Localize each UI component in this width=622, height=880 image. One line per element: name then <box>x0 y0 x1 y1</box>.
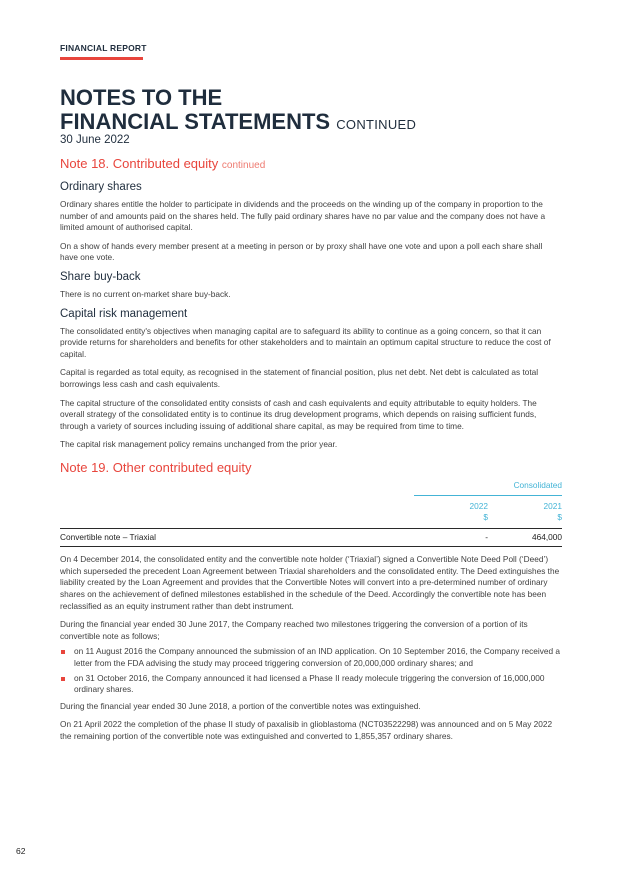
ordinary-shares-heading: Ordinary shares <box>60 181 142 193</box>
main-content <box>60 152 562 743</box>
note19-heading: Note 19. Other contributed equity <box>60 459 252 475</box>
list-item <box>60 673 562 696</box>
capital-risk-para-3: The capital structure of the consolidated entity consists of cash and cash equivalents and equity attributable to equity holders. The overall strategy of the consolidated entity is to continue its drug development programs, which depends on raising sufficient funds, through a variety of sources including issuing of additional share capital, as may be required from time to time. <box>60 397 537 431</box>
note19-para-2: During the financial year ended 30 June 2017, the Company reached two milestones triggering the conversion of a portion of its convertible note as follows; <box>60 619 528 641</box>
page-number: 62 <box>16 846 26 856</box>
list-item-text: on 11 August 2016 the Company announced the submission of an IND application. On 10 September 2016, the Company received a letter from the FDA advising the study may proceed triggering conversion of 20,000,000 ordinary shares; and <box>74 646 560 669</box>
table-year-2022: 2022 <box>469 500 488 511</box>
note18-heading <box>60 155 562 175</box>
bullet-square-icon <box>61 677 65 681</box>
bullet-square-icon <box>61 650 65 654</box>
table-row <box>60 528 562 547</box>
section-label-underline <box>60 57 143 60</box>
capital-risk-para-4: The capital risk management policy remains unchanged from the prior year. <box>60 439 338 450</box>
table-currency-2021: $ <box>557 512 562 523</box>
table-year-2021: 2021 <box>543 500 562 511</box>
table-group-header: Consolidated <box>414 480 562 495</box>
title-continued: CONTINUED <box>336 117 417 132</box>
note19-para-4: On 21 April 2022 the completion of the phase II study of paxalisib in glioblastoma (NCT03522298) was announced and on 5 May 2022 the remaining portion of the convertible note was extinguished and converted to 1,855,357 ordinary shares. <box>60 719 553 741</box>
section-label: FINANCIAL REPORT <box>60 43 147 53</box>
table-currency-2022: $ <box>483 512 488 523</box>
milestone-list <box>60 646 562 695</box>
report-date: 30 June 2022 <box>60 134 130 146</box>
title-line-2: FINANCIAL STATEMENTS <box>60 109 331 134</box>
list-item <box>60 646 562 669</box>
note19-para-1: On 4 December 2014, the consolidated entity and the convertible note holder (‘Triaxial’) signed a Convertible Note Deed Poll (‘Deed’) which superseded the precedent Loan Agreement between Triaxial shareholders and the consolidated entity. The Deed extinguishes the liability created by the Loan Agreement and provides that the Convertible Notes will convert into a pre-determined number of ordinary shares on the achievement of defined milestones established in the schedule of the Deed. Accordingly the convertible note has been reclassified as an equity instrument rather than debt instrument. <box>60 554 560 611</box>
ordinary-shares-para-1: Ordinary shares entitle the holder to participate in dividends and the proceeds on the winding up of the company in proportion to the number of and amounts paid on the shares held. The fully paid ordinary shares have no par value and the company does not have a limited amount of authorised capital. <box>60 199 546 233</box>
note19-para-3: During the financial year ended 30 June 2018, a portion of the convertible notes was extinguished. <box>60 700 421 711</box>
capital-risk-para-1: The consolidated entity's objectives when managing capital are to safeguard its ability to continue as a going concern, so that it can provide returns for shareholders and benefits for other stakeholders and to maintain an optimum capital structure to reduce the cost of capital. <box>60 325 551 359</box>
note18-title: Note 18. Contributed equity <box>60 156 219 171</box>
title-line-1: NOTES TO THE <box>60 85 223 110</box>
share-buyback-para: There is no current on-market share buy-back. <box>60 288 231 299</box>
page-title <box>60 86 416 137</box>
share-buyback-heading: Share buy-back <box>60 270 141 283</box>
ordinary-shares-para-2: On a show of hands every member present at a meeting in person or by proxy shall have one vote and upon a poll each share shall have one vote. <box>60 240 543 263</box>
other-contributed-equity-table <box>60 480 562 547</box>
capital-risk-para-2: Capital is regarded as total equity, as recognised in the statement of financial position, plus net debt. Net debt is calculated as total borrowings less cash and cash equivalents. <box>60 367 539 389</box>
table-value-2022: - <box>414 528 488 547</box>
table-row-label: Convertible note – Triaxial <box>60 528 414 547</box>
note18-continued: continued <box>221 160 266 171</box>
list-item-text: on 31 October 2016, the Company announced it had licensed a Phase II ready molecule triggering the conversion of 16,000,000 ordinary shares. <box>74 672 545 695</box>
capital-risk-heading: Capital risk management <box>60 307 188 320</box>
table-value-2021: 464,000 <box>488 528 562 547</box>
